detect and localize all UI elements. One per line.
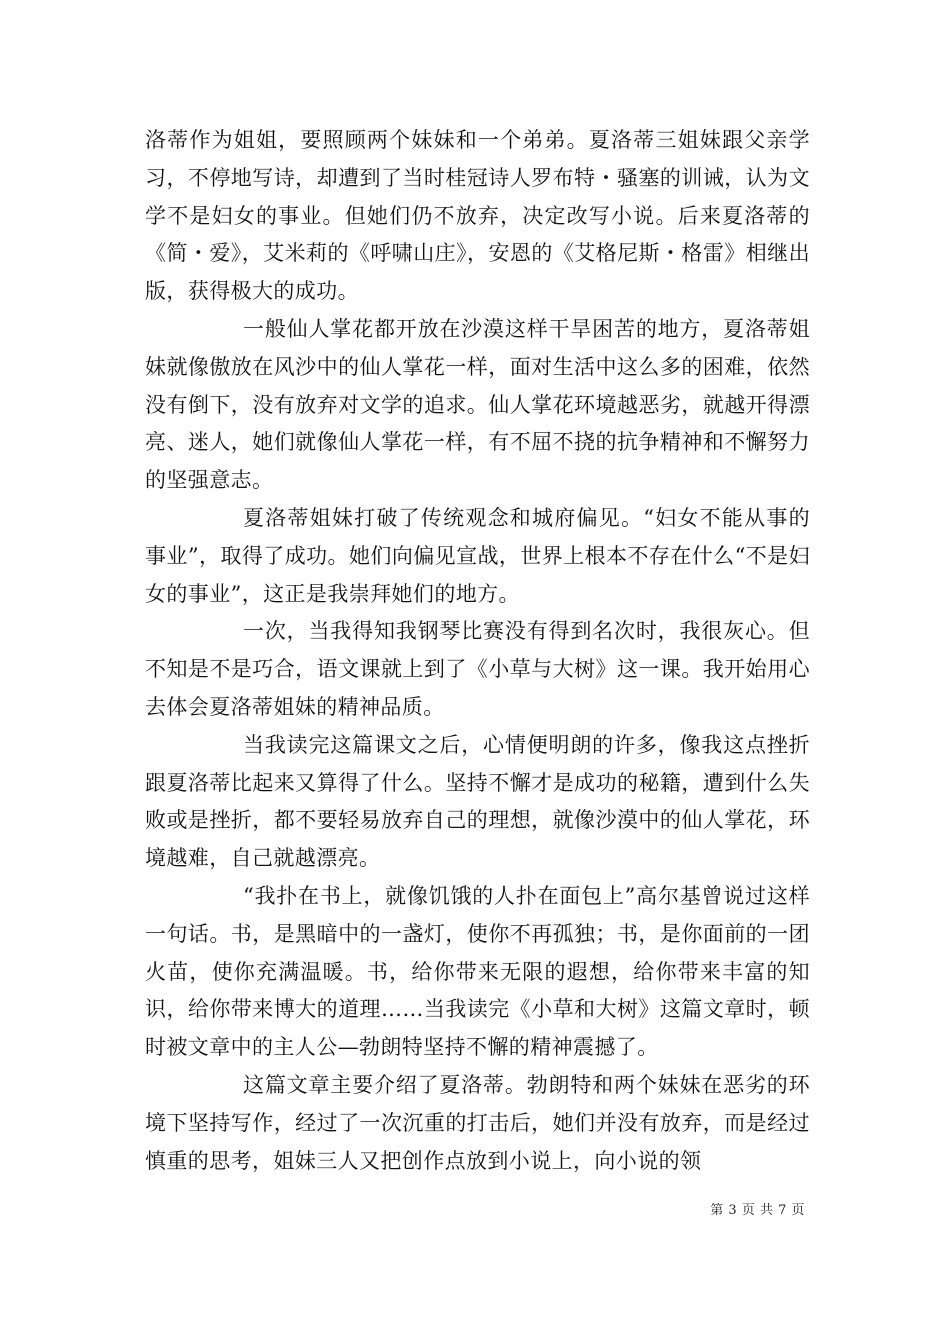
body-text [145, 122, 810, 1180]
paragraph-2: 一般仙人掌花都开放在沙漠这样干旱困苦的地方，夏洛蒂姐妹就像傲放在风沙中的仙人掌花一样，面对生活中这么多的困难，依然没有倒下，没有放弃对文学的追求。仙人掌花环境越恶劣，就越开得漂亮、迷人，她们就像仙人掌花一样，有不屈不挠的抗争精神和不懈努力的坚强意志。 [145, 316, 810, 493]
paragraph-7: 这篇文章主要介绍了夏洛蒂。勃朗特和两个妹妹在恶劣的环境下坚持写作，经过了一次沉重的打击后，她们并没有放弃，而是经过慎重的思考，姐妹三人又把创作点放到小说上，向小说的领 [145, 1072, 810, 1173]
paragraph-5: 当我读完这篇课文之后，心情便明朗的许多，像我这点挫折跟夏洛蒂比起来又算得了什么。坚持不懈才是成功的秘籍，遭到什么失败或是挫折，都不要轻易放弃自己的理想，就像沙漠中的仙人掌花，环境越难，自己就越漂亮。 [145, 732, 810, 871]
paragraph-1: 洛蒂作为姐姐，要照顾两个妹妹和一个弟弟。夏洛蒂三姐妹跟父亲学习，不停地写诗，却遭到了当时桂冠诗人罗布特・骚塞的训诫，认为文学不是妇女的事业。但她们仍不放弃，决定改写小说。后来夏洛蒂的《简・爱》，艾米莉的《呼啸山庄》，安恩的《艾格尼斯・格雷》相继出版，获得极大的成功。 [145, 128, 810, 304]
paragraph-3: 夏洛蒂姐妹打破了传统观念和城府偏见。“妇女不能从事的事业”，取得了成功。她们向偏见宣战，世界上根本不存在什么“不是妇女的事业”，这正是我崇拜她们的地方。 [145, 505, 810, 606]
page-number: 第 3 页 共 7 页 [710, 1203, 805, 1218]
paragraph-6: “我扑在书上，就像饥饿的人扑在面包上”高尔基曾说过这样一句话。书，是黑暗中的一盏灯，使你不再孤独；书，是你面前的一团火苗，使你充满温暖。书，给你带来无限的遐想，给你带来丰富的知识，给你带来博大的道理……当我读完《小草和大树》这篇文章时，顿时被文章中的主人公—勃朗特坚持不懈的精神震撼了。 [145, 883, 810, 1060]
paragraph-4: 一次，当我得知我钢琴比赛没有得到名次时，我很灰心。但不知是不是巧合，语文课就上到了《小草与大树》这一课。我开始用心去体会夏洛蒂姐妹的精神品质。 [145, 619, 810, 719]
